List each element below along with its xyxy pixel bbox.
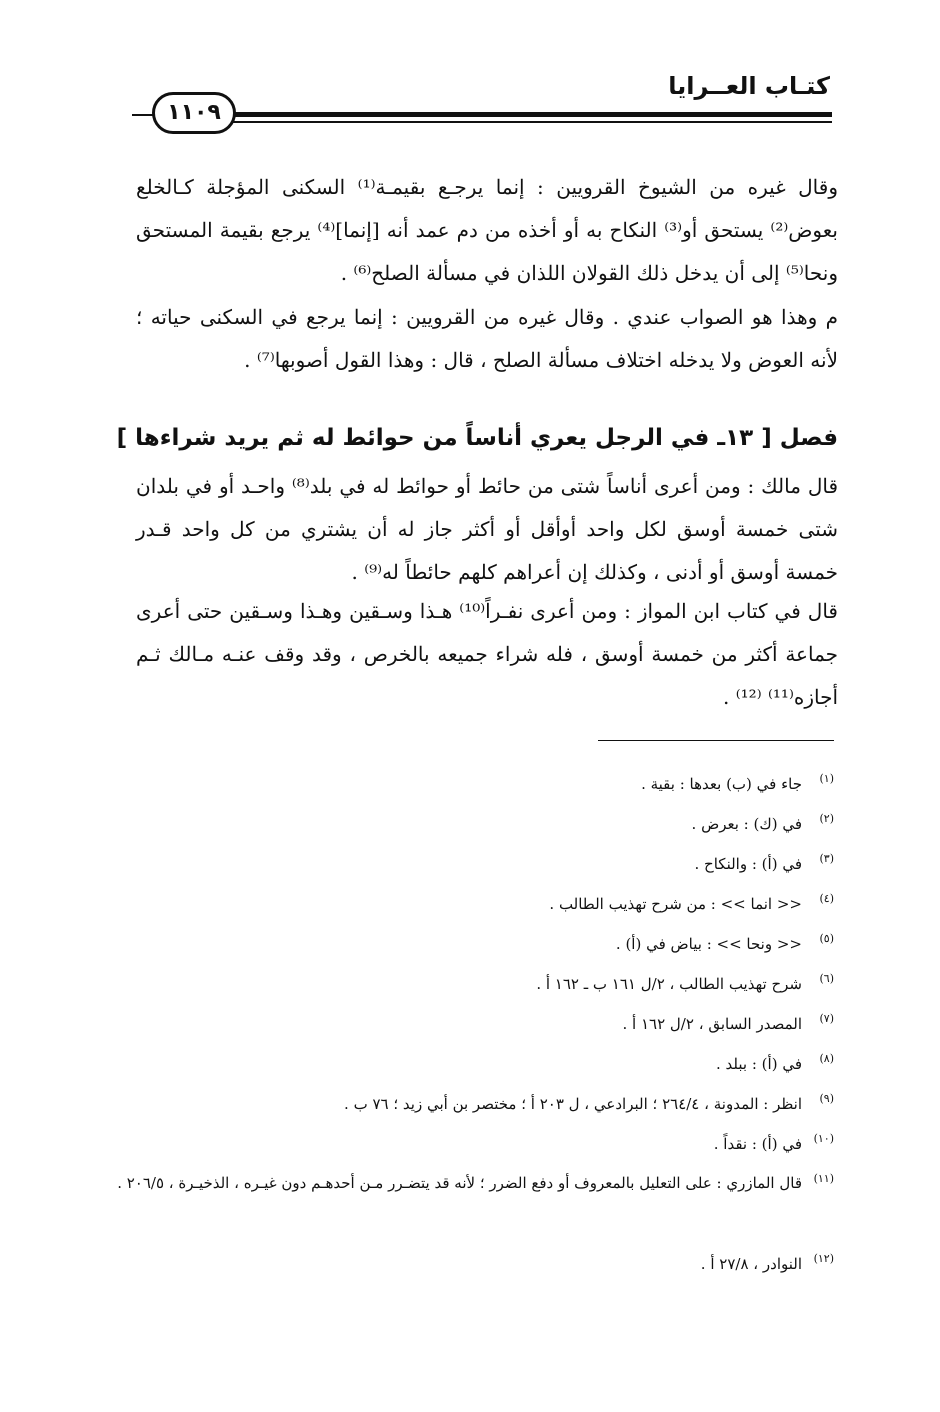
- paragraph-4: قال في كتاب ابن المواز : ومن أعرى نفـراً⁽¹⁰⁾ هـذا وسـقين وهـذا وسـقين حتى أعرى جماعة أكثر من خمسة أوسق ، فله شراء جميعه بالخرص ، وقد وقف عنـه مـالك ثـم أجازه⁽¹¹⁾ ⁽¹²⁾ .: [136, 599, 838, 709]
- footnote-text: المصدر السابق ، ٢/ل ١٦٢ أ .: [622, 1015, 802, 1033]
- footnote: [110, 1164, 834, 1244]
- footnote-separator: [598, 740, 834, 741]
- footnote-text: قال المازري : على التعليل بالمعروف أو دفع الضرر ؛ لأنه قد يتضـرر مـن أحدهـم دون غيـره ، الذخيـرة ، ٢٠٦/٥ .: [117, 1174, 802, 1192]
- footnote: [110, 1044, 834, 1084]
- footnote-marker: (٣): [819, 852, 834, 865]
- footnote-marker: (١٠): [813, 1132, 834, 1145]
- footnote-marker: (٦): [819, 972, 834, 985]
- paragraph-1: وقال غيره من الشيوخ القرويين : إنما يرجـع بقيمـة⁽¹⁾ السكنى المؤجلة كـالخلع بعوض⁽²⁾ يستحق أو⁽³⁾ النكاح به أو أخذه من دم عمد أنه [إنما]⁽⁴⁾ يرجع بقيمة المستحق ونحا⁽⁵⁾ إلى أن يدخل ذلك القولان اللذان في مسألة الصلح⁽⁶⁾ .: [136, 175, 838, 285]
- footnote: [110, 844, 834, 884]
- footnote-text: النوادر ، ٢٧/٨ أ .: [700, 1255, 802, 1273]
- footnote-text: جاء في (ب) بعدها : بقية .: [641, 775, 802, 793]
- footnote-marker: (٨): [819, 1052, 834, 1065]
- footnote: [110, 1084, 834, 1124]
- footnote: [110, 764, 834, 804]
- footnote-text: في (ك) : بعرض .: [691, 815, 802, 833]
- footnote-marker: (٩): [819, 1092, 834, 1105]
- footnote-marker: (١٢): [813, 1252, 834, 1265]
- footnote-marker: (٤): [819, 892, 834, 905]
- footnote-marker: (٢): [819, 812, 834, 825]
- footnote-marker: (٧): [819, 1012, 834, 1025]
- running-title: كتـاب العــرايا: [668, 72, 830, 100]
- header-rule-thick: [232, 112, 832, 117]
- section-heading: فصل [ ١٣ـ في الرجل يعري أناساً من حوائط له ثم يريد شراءها ]: [116, 425, 838, 451]
- footnote-text: << انما >> : من شرح تهذيب الطالب .: [549, 895, 802, 913]
- footnote-text: شرح تهذيب الطالب ، ٢/ل ١٦١ ب ـ ١٦٢ أ .: [536, 975, 802, 993]
- paragraph-3: قال مالك : ومن أعرى أناساً شتى من حائط أو حوائط له في بلد⁽⁸⁾ واحـد أو في بلدان شتى خمسة أوسق لكل واحد أوأقل أو أكثر جاز له أن يشتري من كل واحد قـدر خمسة أوسق أو أدنى ، وكذلك إن أعراهم كلهم حائطاً له⁽⁹⁾ .: [136, 474, 838, 584]
- footnote: [110, 924, 834, 964]
- footnote: [110, 884, 834, 924]
- header-rule-thin: [232, 121, 832, 123]
- footnote: [110, 1004, 834, 1044]
- footnote-text: << ونحا >> : بياض في (أ) .: [615, 935, 802, 953]
- footnote-text: في (أ) : ببلد .: [716, 1055, 802, 1073]
- footnote-marker: (٥): [819, 932, 834, 945]
- footnote-text: في (أ) : نقداً .: [713, 1135, 802, 1153]
- footnote: [110, 964, 834, 1004]
- footnote: [110, 1124, 834, 1164]
- footnote-text: في (أ) : والنكاح .: [694, 855, 802, 873]
- footnotes-list: [110, 764, 834, 1284]
- footnote-text: انظر : المدونة ، ٢٦٤/٤ ؛ البرادعي ، ل ٢٠٣ أ ؛ مختصر بن أبي زيد ؛ ٧٦ ب .: [344, 1095, 802, 1113]
- footnote-marker: (١١): [813, 1172, 834, 1185]
- page-number: ١١٠٩: [152, 92, 236, 134]
- footnote-marker: (١): [819, 772, 834, 785]
- paragraph-2: م وهذا هو الصواب عندي . وقال غيره من القرويين : إنما يرجع في السكنى حياته ؛ لأنه العوض ولا يدخله اختلاف مسألة الصلح ، قال : وهذا القول أصوبها⁽⁷⁾ .: [136, 305, 838, 372]
- footnote: [110, 804, 834, 844]
- footnote: [110, 1244, 834, 1284]
